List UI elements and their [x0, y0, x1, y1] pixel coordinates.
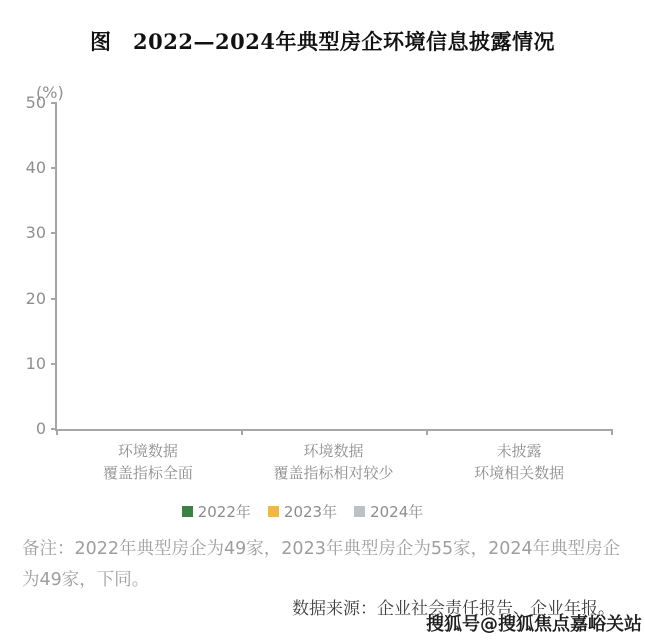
- legend-label: 2023年: [283, 503, 338, 521]
- legend-item: [268, 501, 337, 522]
- x-tick-mark: [241, 429, 243, 435]
- legend-item: [354, 501, 423, 522]
- watermark-text: 搜狐号@搜狐焦点嘉峪关站: [426, 614, 642, 635]
- x-axis-category-label: 环境数据 覆盖指标相对较少: [273, 442, 394, 482]
- legend-swatch: [354, 506, 365, 517]
- y-tick-label: 30: [25, 223, 46, 243]
- legend-label: 2024年: [370, 503, 424, 521]
- y-tick-label: 10: [25, 353, 46, 373]
- y-tick-mark: [51, 167, 57, 169]
- y-tick-label: 50: [25, 93, 46, 112]
- plot-area: [25, 93, 612, 438]
- x-tick-mark: [56, 429, 58, 435]
- y-tick-label: 40: [25, 158, 46, 178]
- y-tick-label: 0: [35, 419, 46, 438]
- y-axis-unit-label: (%): [36, 83, 64, 102]
- y-tick-mark: [51, 363, 57, 365]
- x-axis-category-label: 环境数据 覆盖指标全面: [102, 442, 193, 482]
- legend-item: [182, 501, 251, 522]
- y-tick-mark: [51, 102, 57, 104]
- x-tick-mark: [611, 429, 613, 435]
- y-tick-mark: [51, 298, 57, 300]
- legend-label: 2022年: [197, 503, 251, 521]
- legend-swatch: [182, 506, 193, 517]
- x-tick-mark: [426, 429, 428, 435]
- legend-swatch: [268, 506, 279, 517]
- x-axis-labels: [55, 440, 612, 486]
- data-source-text: 数据来源：企业社会责任报告、企业年报。: [292, 599, 615, 619]
- y-tick-mark: [51, 232, 57, 234]
- legend: [0, 501, 625, 522]
- remark-text: 备注：2022年典型房企为49家，2023年典型房企为55家，2024年典型房企为49家，下同。: [22, 539, 621, 590]
- x-axis-category-label: 未披露 环境相关数据: [474, 442, 565, 482]
- chart-title: 图 2022—2024年典型房企环境信息披露情况: [90, 29, 555, 54]
- y-tick-label: 20: [25, 288, 46, 308]
